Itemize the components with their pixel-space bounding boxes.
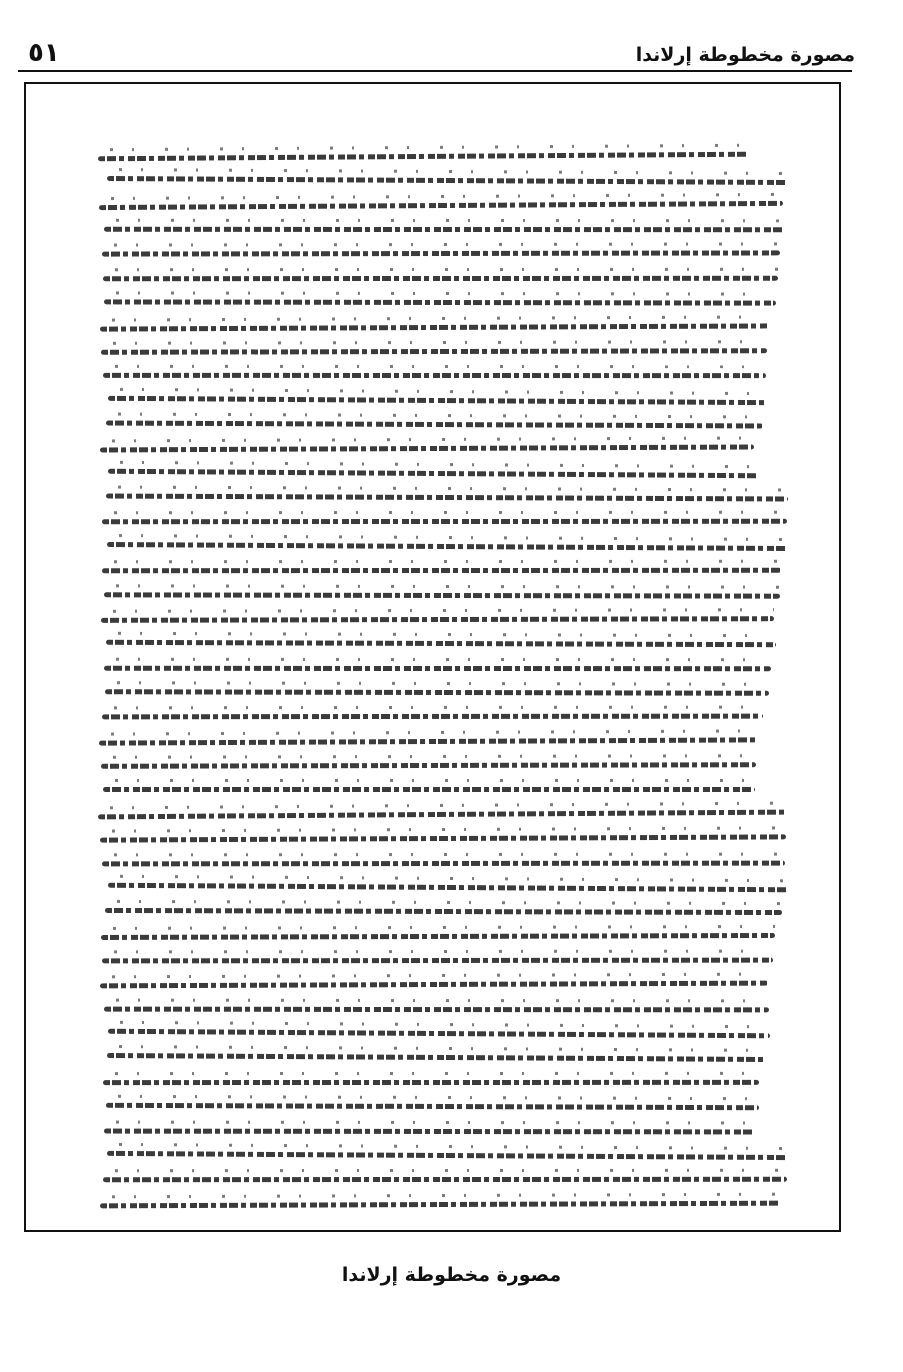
manuscript-line [101,616,774,623]
manuscript-line [102,860,785,866]
manuscript-line [100,445,754,453]
manuscript-line [104,1128,754,1134]
manuscript-line [102,958,773,964]
manuscript-line [108,1029,770,1039]
manuscript-line [102,568,781,574]
running-header-title: مصورة مخطوطة إرلاندا [635,44,855,66]
manuscript-line [105,689,769,696]
manuscript-line [108,468,759,478]
manuscript-line [100,1200,781,1208]
manuscript-line [103,787,755,792]
manuscript-line [104,1006,769,1012]
manuscript-line [108,883,788,893]
manuscript-line [101,348,767,355]
manuscript-line [102,519,787,525]
manuscript-line [107,176,788,185]
manuscript-line [101,933,775,940]
manuscript-line [99,737,757,745]
manuscript-line [104,300,776,306]
manuscript-line [103,373,766,378]
manuscript-line [106,1103,759,1110]
manuscript-line [104,227,785,233]
manuscript-image [98,140,788,1212]
manuscript-line [105,908,782,915]
page-number: ٥١ [28,38,60,68]
manuscript-line [103,1177,787,1182]
manuscript-line [102,714,763,720]
manuscript-frame [24,82,841,1232]
manuscript-line [98,809,787,819]
manuscript-line [107,1151,788,1160]
manuscript-line [99,201,783,210]
manuscript-line [104,665,771,670]
manuscript-line [104,592,780,598]
manuscript-line [100,981,768,989]
manuscript-line [107,1053,766,1062]
manuscript-line [100,323,769,331]
manuscript-line [106,421,763,429]
manuscript-line [101,762,756,769]
manuscript-line [103,1080,759,1085]
manuscript-line [107,542,788,551]
manuscript-line [98,152,748,162]
manuscript-line [102,251,780,257]
manuscript-line [108,395,768,404]
manuscript-line [106,494,788,502]
manuscript-line [106,640,776,647]
footer-caption: مصورة مخطوطة إرلاندا [341,1264,562,1286]
manuscript-line [103,276,778,281]
header-rule [18,70,852,72]
manuscript-line [100,835,786,843]
